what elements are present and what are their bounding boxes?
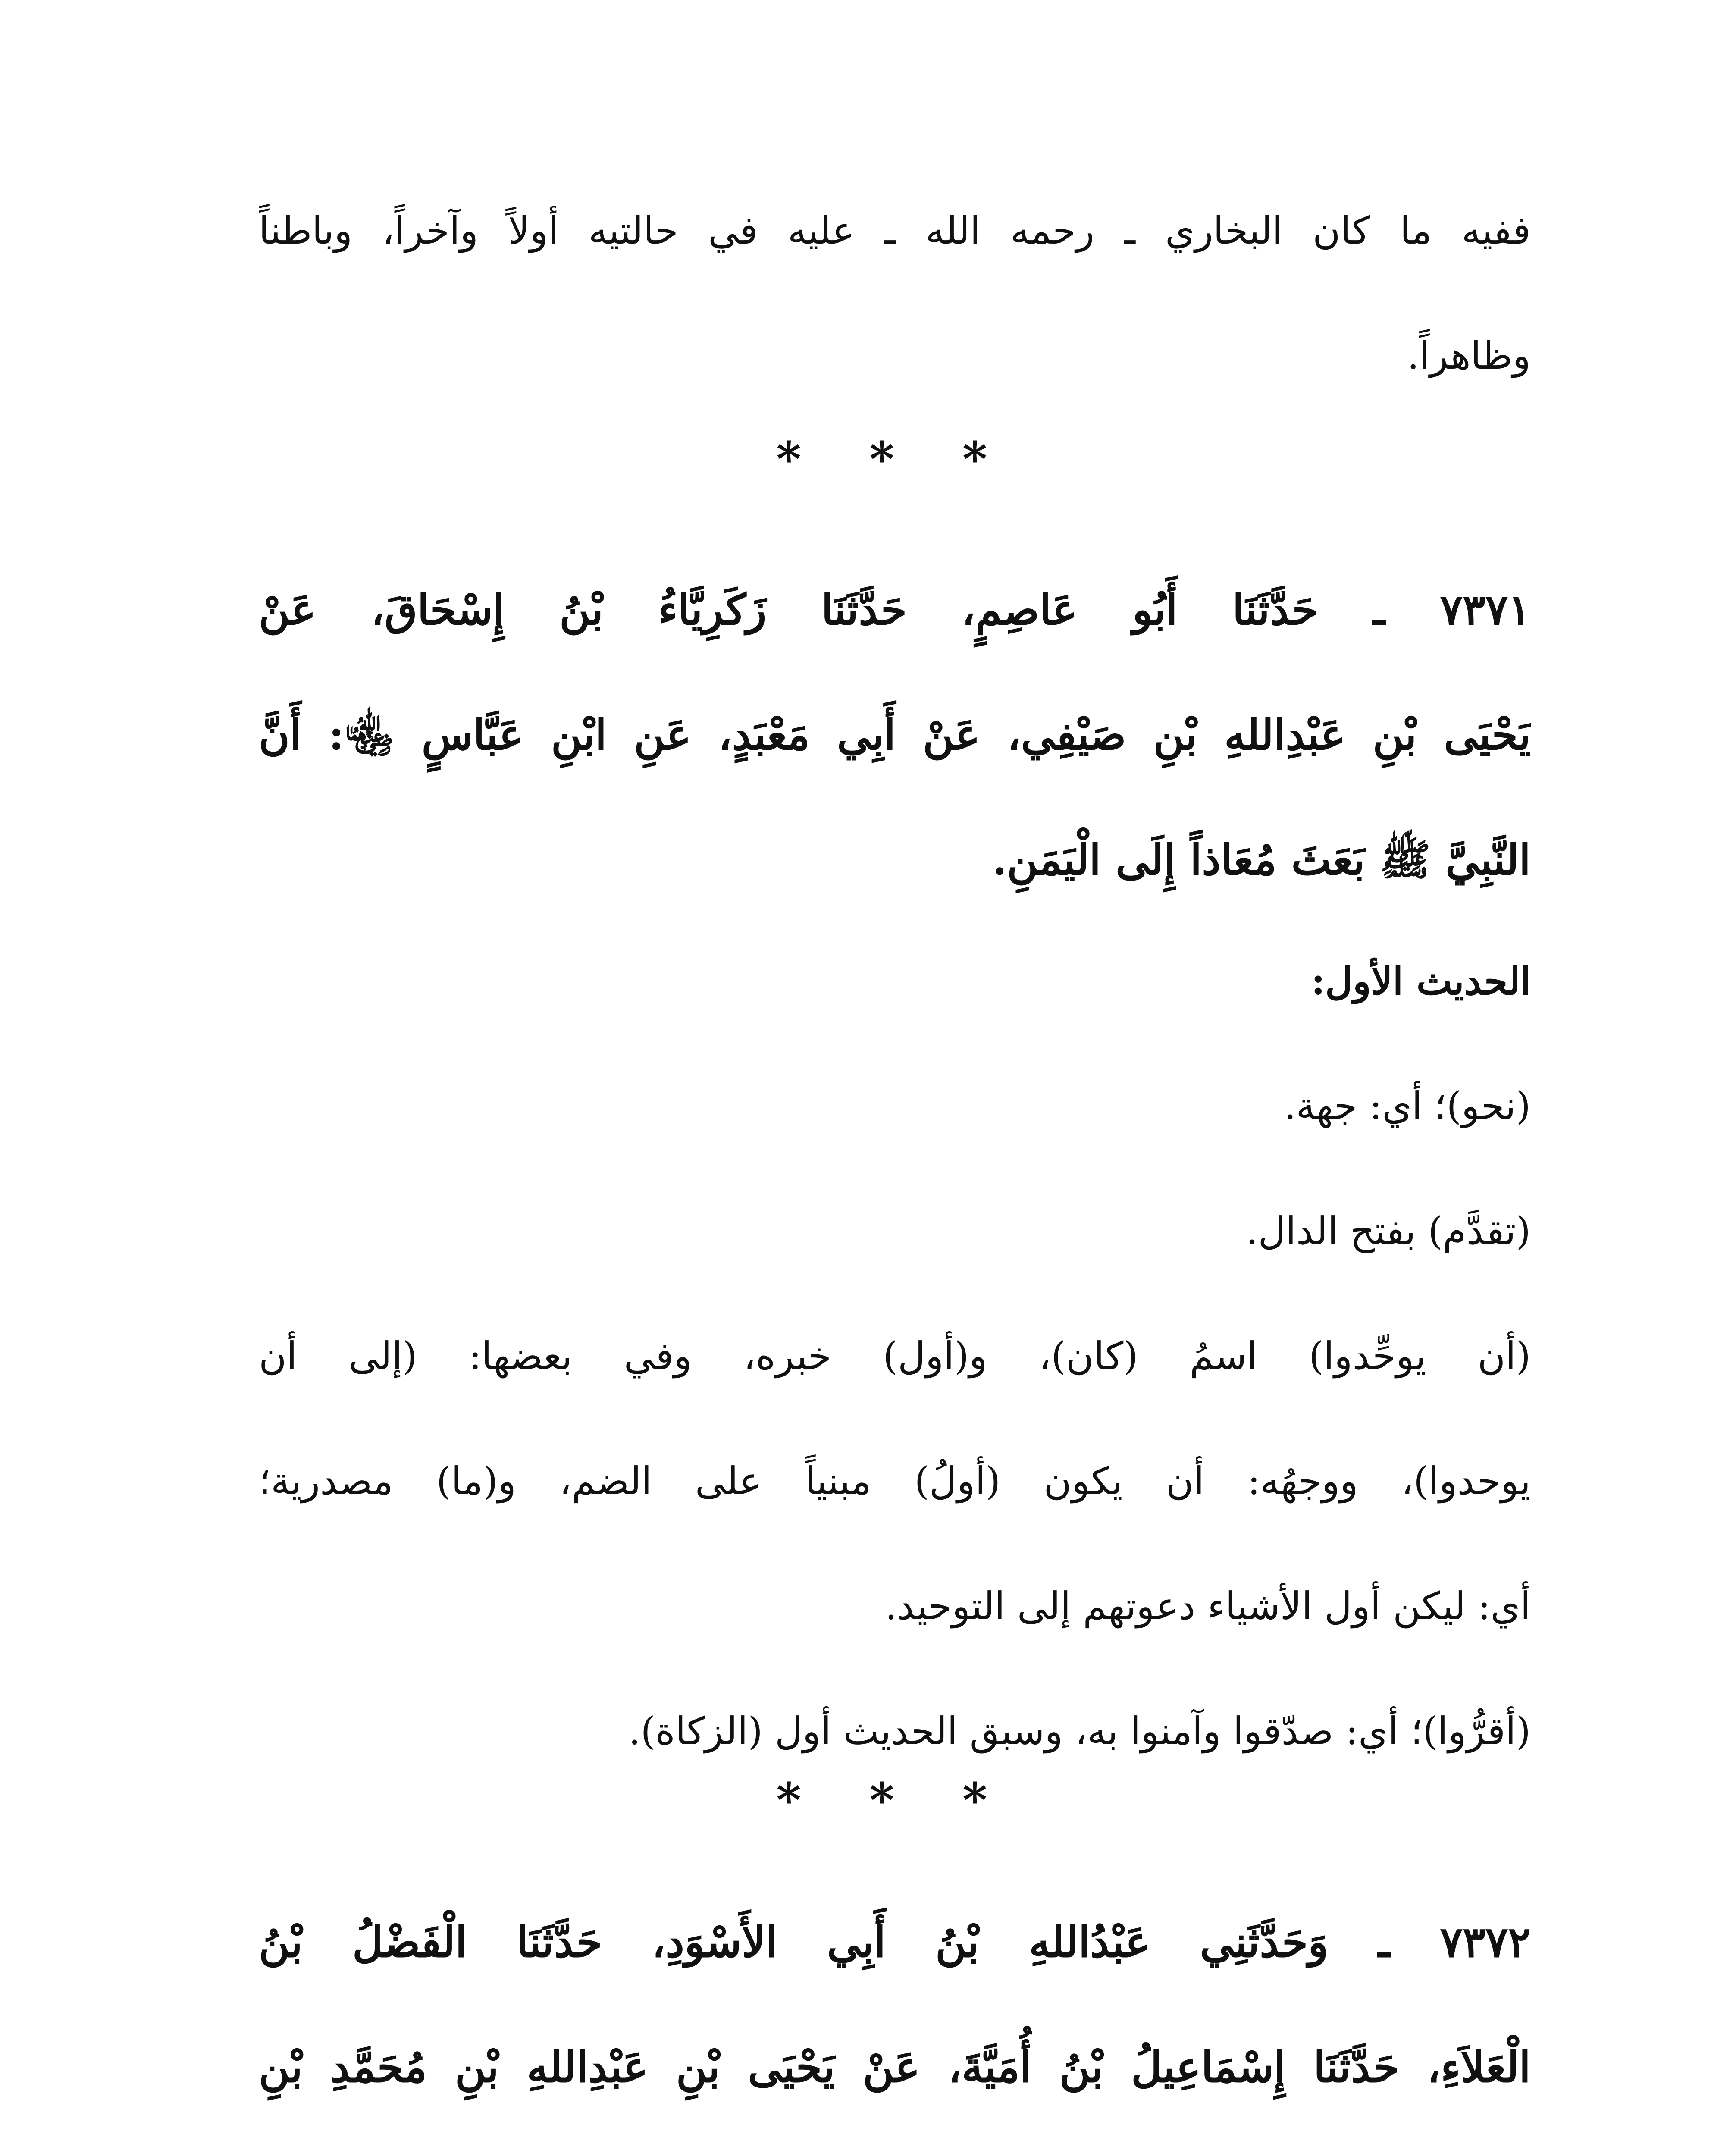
intro-paragraph: [259, 168, 1531, 418]
hadith-line: النَّبِيَّ ﷺ بَعَثَ مُعَاذاً إِلَى الْيَمَنِ.: [992, 835, 1531, 885]
commentary-line: (أقرُّوا)؛ أي: صدّقوا وآمنوا به، وسبق الحديث أول (الزكاة).: [628, 1709, 1531, 1753]
hadith-line: ٧٣٧١ ـ حَدَّثَنَا أَبُو عَاصِمٍ، حَدَّثَنَا زَكَرِيَّاءُ بْنُ إِسْحَاقَ، عَنْ: [259, 585, 1531, 635]
commentary-heading: الحديث الأول:: [1311, 959, 1531, 1003]
section-separator: * * *: [776, 431, 1013, 487]
hadith-7372: [259, 1880, 1531, 2156]
hadith-line: [259, 2130, 1531, 2156]
hadith-line: يَحْيَى بْنِ عَبْدِاللهِ بْنِ صَيْفِي، عَنْ أَبِي مَعْبَدٍ، عَنِ ابْنِ عَبَّاسٍ ﵄: أَنَّ: [259, 710, 1531, 760]
intro-line: وظاهراً.: [1407, 333, 1531, 378]
hadith-line: ٧٣٧٢ ـ وَحَدَّثَنِي عَبْدُاللهِ بْنُ أَبِي الأَسْوَدِ، حَدَّثَنَا الْفَضْلُ بْنُ: [259, 1918, 1531, 1967]
hadith-7371: [259, 548, 1531, 923]
commentary-line: يوحدوا)، ووجهُه: أن يكون (أولُ) مبنياً على الضم، و(ما) مصدرية؛: [259, 1459, 1531, 1503]
commentary-line: (نحو)؛ أي: جهة.: [1284, 1084, 1531, 1128]
commentary-line: (تقدَّم) بفتح الدال.: [1246, 1209, 1531, 1253]
hadith-line: الْعَلاَءِ، حَدَّثَنَا إِسْمَاعِيلُ بْنُ أُمَيَّةَ، عَنْ يَحْيَى بْنِ عَبْدِاللهِ بْنِ مُحَمَّدِ بْنِ: [259, 2043, 1531, 2092]
commentary: [259, 918, 1531, 1794]
commentary-line: (أن يوحِّدوا) اسمُ (كان)، و(أول) خبره، وفي بعضها: (إلى أن: [259, 1334, 1531, 1378]
intro-line: ففيه ما كان البخاري ـ رحمه الله ـ عليه في حالتيه أولاً وآخراً، وباطناً: [259, 208, 1531, 253]
commentary-line: أي: ليكن أول الأشياء دعوتهم إلى التوحيد.: [885, 1584, 1531, 1628]
section-separator: * * *: [776, 1772, 1013, 1828]
